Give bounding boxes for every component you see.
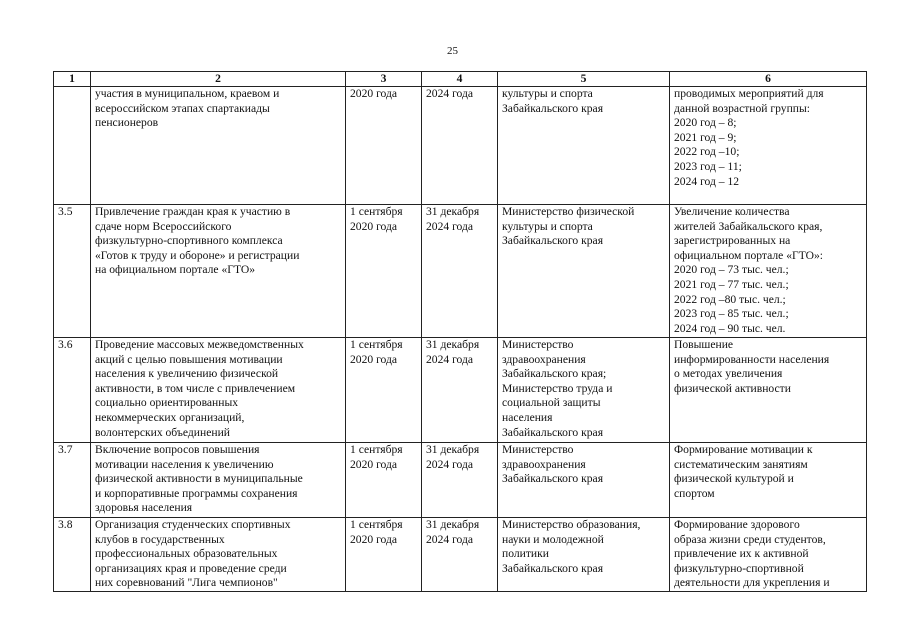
row-number: 3.8 bbox=[54, 518, 91, 592]
executor-cell: культуры и спорта Забайкальского края bbox=[498, 87, 670, 205]
result-cell: Увеличение количества жителей Забайкальского края, зарегистрированных на официальном портале «ГТО»: 2020 год – 73 тыс. чел.; 2021 год – 77 тыс. чел.; 2022 год –80 тыс. чел.; 2023 год – 85 тыс. чел.; 2024 год – 90 тыс. чел. bbox=[670, 205, 867, 338]
table-row bbox=[54, 338, 867, 443]
start-date-cell: 1 сентября 2020 года bbox=[346, 443, 422, 518]
executor-cell: Министерство здравоохранения Забайкальского края bbox=[498, 443, 670, 518]
header-col-4: 4 bbox=[422, 72, 498, 87]
header-col-2: 2 bbox=[91, 72, 346, 87]
table-row bbox=[54, 87, 867, 205]
start-date-cell: 2020 года bbox=[346, 87, 422, 205]
start-date-cell: 1 сентября 2020 года bbox=[346, 338, 422, 443]
start-date-cell: 1 сентября 2020 года bbox=[346, 518, 422, 592]
result-cell: Формирование здорового образа жизни среди студентов, привлечение их к активной физкультурно-спортивной деятельности для укрепления и bbox=[670, 518, 867, 592]
activity-cell: Привлечение граждан края к участию в сдаче норм Всероссийского физкультурно-спортивного комплекса «Готов к труду и обороне» и регистрации на официальном портале «ГТО» bbox=[91, 205, 346, 338]
activity-cell: участия в муниципальном, краевом и всероссийском этапах спартакиады пенсионеров bbox=[91, 87, 346, 205]
activity-cell: Проведение массовых межведомственных акций с целью повышения мотивации населения к увеличению физической активности, в том числе с привлечением социально ориентированных некоммерческих организаций, волонтерских объединений bbox=[91, 338, 346, 443]
header-col-5: 5 bbox=[498, 72, 670, 87]
end-date-cell: 31 декабря 2024 года bbox=[422, 443, 498, 518]
page-number: 25 bbox=[447, 45, 458, 57]
result-cell: Формирование мотивации к систематическим занятиям физической культурой и спортом bbox=[670, 443, 867, 518]
measures-table bbox=[53, 71, 867, 592]
end-date-cell: 31 декабря 2024 года bbox=[422, 518, 498, 592]
result-cell: Повышение информированности населения о методах увеличения физической активности bbox=[670, 338, 867, 443]
table-row bbox=[54, 205, 867, 338]
table-row bbox=[54, 518, 867, 592]
header-col-1: 1 bbox=[54, 72, 91, 87]
start-date-cell: 1 сентября 2020 года bbox=[346, 205, 422, 338]
row-number: 3.6 bbox=[54, 338, 91, 443]
executor-cell: Министерство образования, науки и молодежной политики Забайкальского края bbox=[498, 518, 670, 592]
header-col-3: 3 bbox=[346, 72, 422, 87]
end-date-cell: 2024 года bbox=[422, 87, 498, 205]
table-header-row bbox=[54, 72, 867, 87]
header-col-6: 6 bbox=[670, 72, 867, 87]
end-date-cell: 31 декабря 2024 года bbox=[422, 338, 498, 443]
executor-cell: Министерство здравоохранения Забайкальского края; Министерство труда и социальной защиты населения Забайкальского края bbox=[498, 338, 670, 443]
row-number: 3.5 bbox=[54, 205, 91, 338]
table-row bbox=[54, 443, 867, 518]
activity-cell: Организация студенческих спортивных клубов в государственных профессиональных образовательных организациях края и проведение среди них соревнований "Лига чемпионов" bbox=[91, 518, 346, 592]
row-number: 3.7 bbox=[54, 443, 91, 518]
row-number bbox=[54, 87, 91, 205]
result-cell: проводимых мероприятий для данной возрастной группы: 2020 год – 8; 2021 год – 9; 2022 год –10; 2023 год – 11; 2024 год – 12 bbox=[670, 87, 867, 205]
activity-cell: Включение вопросов повышения мотивации населения к увеличению физической активности в муниципальные и корпоративные программы сохранения здоровья населения bbox=[91, 443, 346, 518]
end-date-cell: 31 декабря 2024 года bbox=[422, 205, 498, 338]
executor-cell: Министерство физической культуры и спорта Забайкальского края bbox=[498, 205, 670, 338]
